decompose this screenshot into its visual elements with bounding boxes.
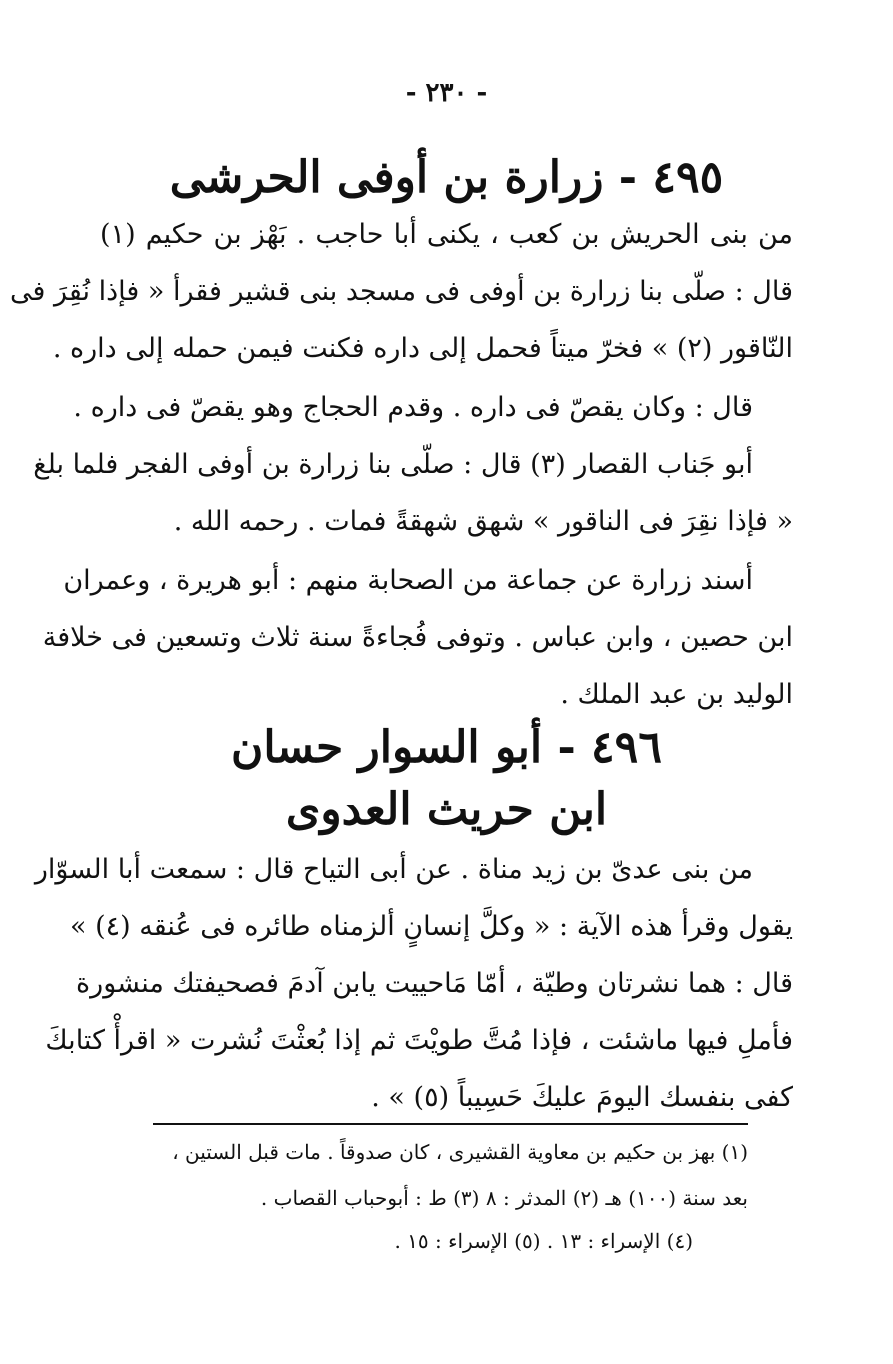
page-number: - ٢٣٠ -: [405, 78, 488, 108]
text-line: قال : هما نشرتان وطيّة ، أمّا مَاحييت يابن آدمَ فصحيفتك منشورة: [76, 968, 793, 999]
text-line: من بنى الحريش بن كعب ، يكنى أبا حاجب . بَهْز بن حكيم (١): [100, 219, 793, 250]
text-line: يقول وقرأ هذه الآية : « وكلَّ إنسانٍ ألزمناه طائره فى عُنقه (٤) »: [69, 911, 793, 942]
footnote-line: بعد سنة (١٠٠) هـ (٢) المدثر : ٨ (٣) ط : أبوحباب القصاب .: [260, 1186, 748, 1210]
text-line: « فإذا نقِرَ فى الناقور » شهق شهقةً فمات . رحمه الله .: [173, 506, 793, 537]
entry-heading-496: ٤٩٦ - أبو السوار حسان: [231, 722, 662, 773]
text-line: أسند زرارة عن جماعة من الصحابة منهم : أبو هريرة ، وعمران: [63, 565, 753, 596]
text-line: ابن حصين ، وابن عباس . وتوفى فُجاءةً سنة ثلاث وتسعين فى خلافة: [42, 622, 793, 653]
footnote-divider: [153, 1123, 748, 1125]
text-line: من بنى عدىّ بن زيد مناة . عن أبى التياح قال : سمعت أبا السوّار: [34, 854, 753, 885]
text-line: أبو جَناب القصار (٣) قال : صلّى بنا زرارة بن أوفى الفجر فلما بلغ: [33, 449, 753, 480]
text-line: الوليد بن عبد الملك .: [560, 679, 793, 710]
entry-heading-496-subtitle: ابن حريث العدوى: [285, 784, 608, 835]
text-line: فأملِ فيها ماشئت ، فإذا مُتَّ طويْتَ ثم إذا بُعثْتَ نُشرت « اقرأْ كتابكَ: [45, 1025, 793, 1056]
text-line: قال : صلّى بنا زرارة بن أوفى فى مسجد بنى قشير فقرأ « فإذا نُقِرَ فى: [9, 276, 793, 307]
footnote-line: (٤) الإسراء : ١٣ . (٥) الإسراء : ١٥ .: [394, 1229, 693, 1253]
entry-heading-495: ٤٩٥ - زرارة بن أوفى الحرشى: [169, 152, 724, 203]
footnote-line: (١) بهز بن حكيم بن معاوية القشيرى ، كان صدوقاً . مات قبل الستين ،: [172, 1140, 748, 1164]
text-line: قال : وكان يقصّ فى داره . وقدم الحجاج وهو يقصّ فى داره .: [73, 392, 753, 423]
text-line: النّاقور (٢) » فخرّ ميتاً فحمل إلى داره فكنت فيمن حمله إلى داره .: [52, 333, 793, 364]
text-line: كفى بنفسك اليومَ عليكَ حَسِيباً (٥) » .: [371, 1082, 793, 1113]
